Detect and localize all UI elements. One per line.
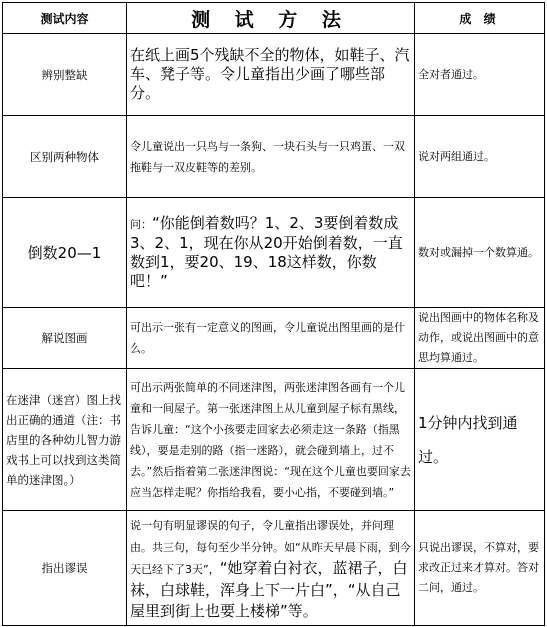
table-row [3, 369, 545, 511]
row-method-text [130, 214, 411, 291]
row-method-quote: “你能倒着数吗？1、2、3要倒着数成3、2、1，现在你从20开始倒着数，一直数到1，要20、19、18这样数，你数吧！” [130, 214, 403, 290]
row-method [127, 511, 415, 626]
row-method [127, 34, 415, 116]
row-result: 全对者通过。 [415, 34, 545, 116]
row-item: 解说图画 [3, 308, 127, 369]
row-method [127, 116, 415, 198]
row-result: 只说出谬误，不算对，要求改正过来才算对。答对二问，通过。 [415, 511, 545, 626]
header-test-method: 测 试 方 法 [127, 3, 415, 34]
ability-test-table [2, 2, 545, 626]
row-item: 倒数20—1 [3, 198, 127, 308]
row-method-intro: 说一句有明显谬误的句子，令儿童指出谬误处，并问理由。共三句，每句至少半分钟。如“从昨天早晨下雨，到今天已经下了3天”， [130, 519, 411, 576]
row-item: 在迷津（迷宫）图上找出正确的通道（注：书店里的各种幼儿智力游戏书上可以找到这类简单的迷津图。） [3, 369, 127, 511]
row-method [127, 369, 415, 511]
row-method-text: 在纸上画5个残缺不全的物体，如鞋子、汽车、凳子等。令儿童指出少画了哪些部分。 [130, 46, 410, 102]
row-method-text: 可出示一张有一定意义的图画，令儿童说出图里画的是什么。 [130, 321, 405, 355]
row-result: 说出图画中的物体名称及动作，或说出图画中的意思均算通过。 [415, 308, 545, 369]
header-row [3, 3, 545, 34]
row-method-text: 可出示两张简单的不同迷津图，两张迷津图各画有一个儿童和一间屋子。第一张迷津图上从儿童到屋子标有黑线，告诉儿童：“这个小孩要走回家去必须走这一条路（指黑线），要是走别的路（指一迷路），就会碰到墙上，过不去。”然后指着第二张迷津图说：“现在这个儿童也要回家去应当怎样走呢？你指给我看，要小心指，不要碰到墙。” [130, 380, 411, 499]
header-result: 成 绩 [415, 3, 545, 34]
table-row [3, 116, 545, 198]
row-method [127, 198, 415, 308]
row-item: 区别两种物体 [3, 116, 127, 198]
table-row [3, 198, 545, 308]
row-method-text [130, 514, 411, 622]
row-result: 数对或漏掉一个数算通。 [415, 198, 545, 308]
header-test-content: 测试内容 [3, 3, 127, 34]
table-row [3, 34, 545, 116]
row-method [127, 308, 415, 369]
row-method-text: 令儿童说出一只鸟与一条狗、一块石头与一只鸡蛋、一双拖鞋与一双皮鞋等的差别。 [130, 139, 405, 174]
row-item: 辨别整缺 [3, 34, 127, 116]
row-result: 说对两组通过。 [415, 116, 545, 198]
row-method-quote: “她穿着白衬衣，蓝裙子，白袜，白球鞋，浑身上下一片白”，“从自己屋里到街上也要上楼梯”等。 [130, 559, 408, 620]
row-item: 指出谬误 [3, 511, 127, 626]
row-result: 1分钟内找到通过。 [415, 369, 545, 511]
table-row [3, 308, 545, 369]
row-method-intro: 问： [130, 218, 152, 231]
table-row [3, 511, 545, 626]
